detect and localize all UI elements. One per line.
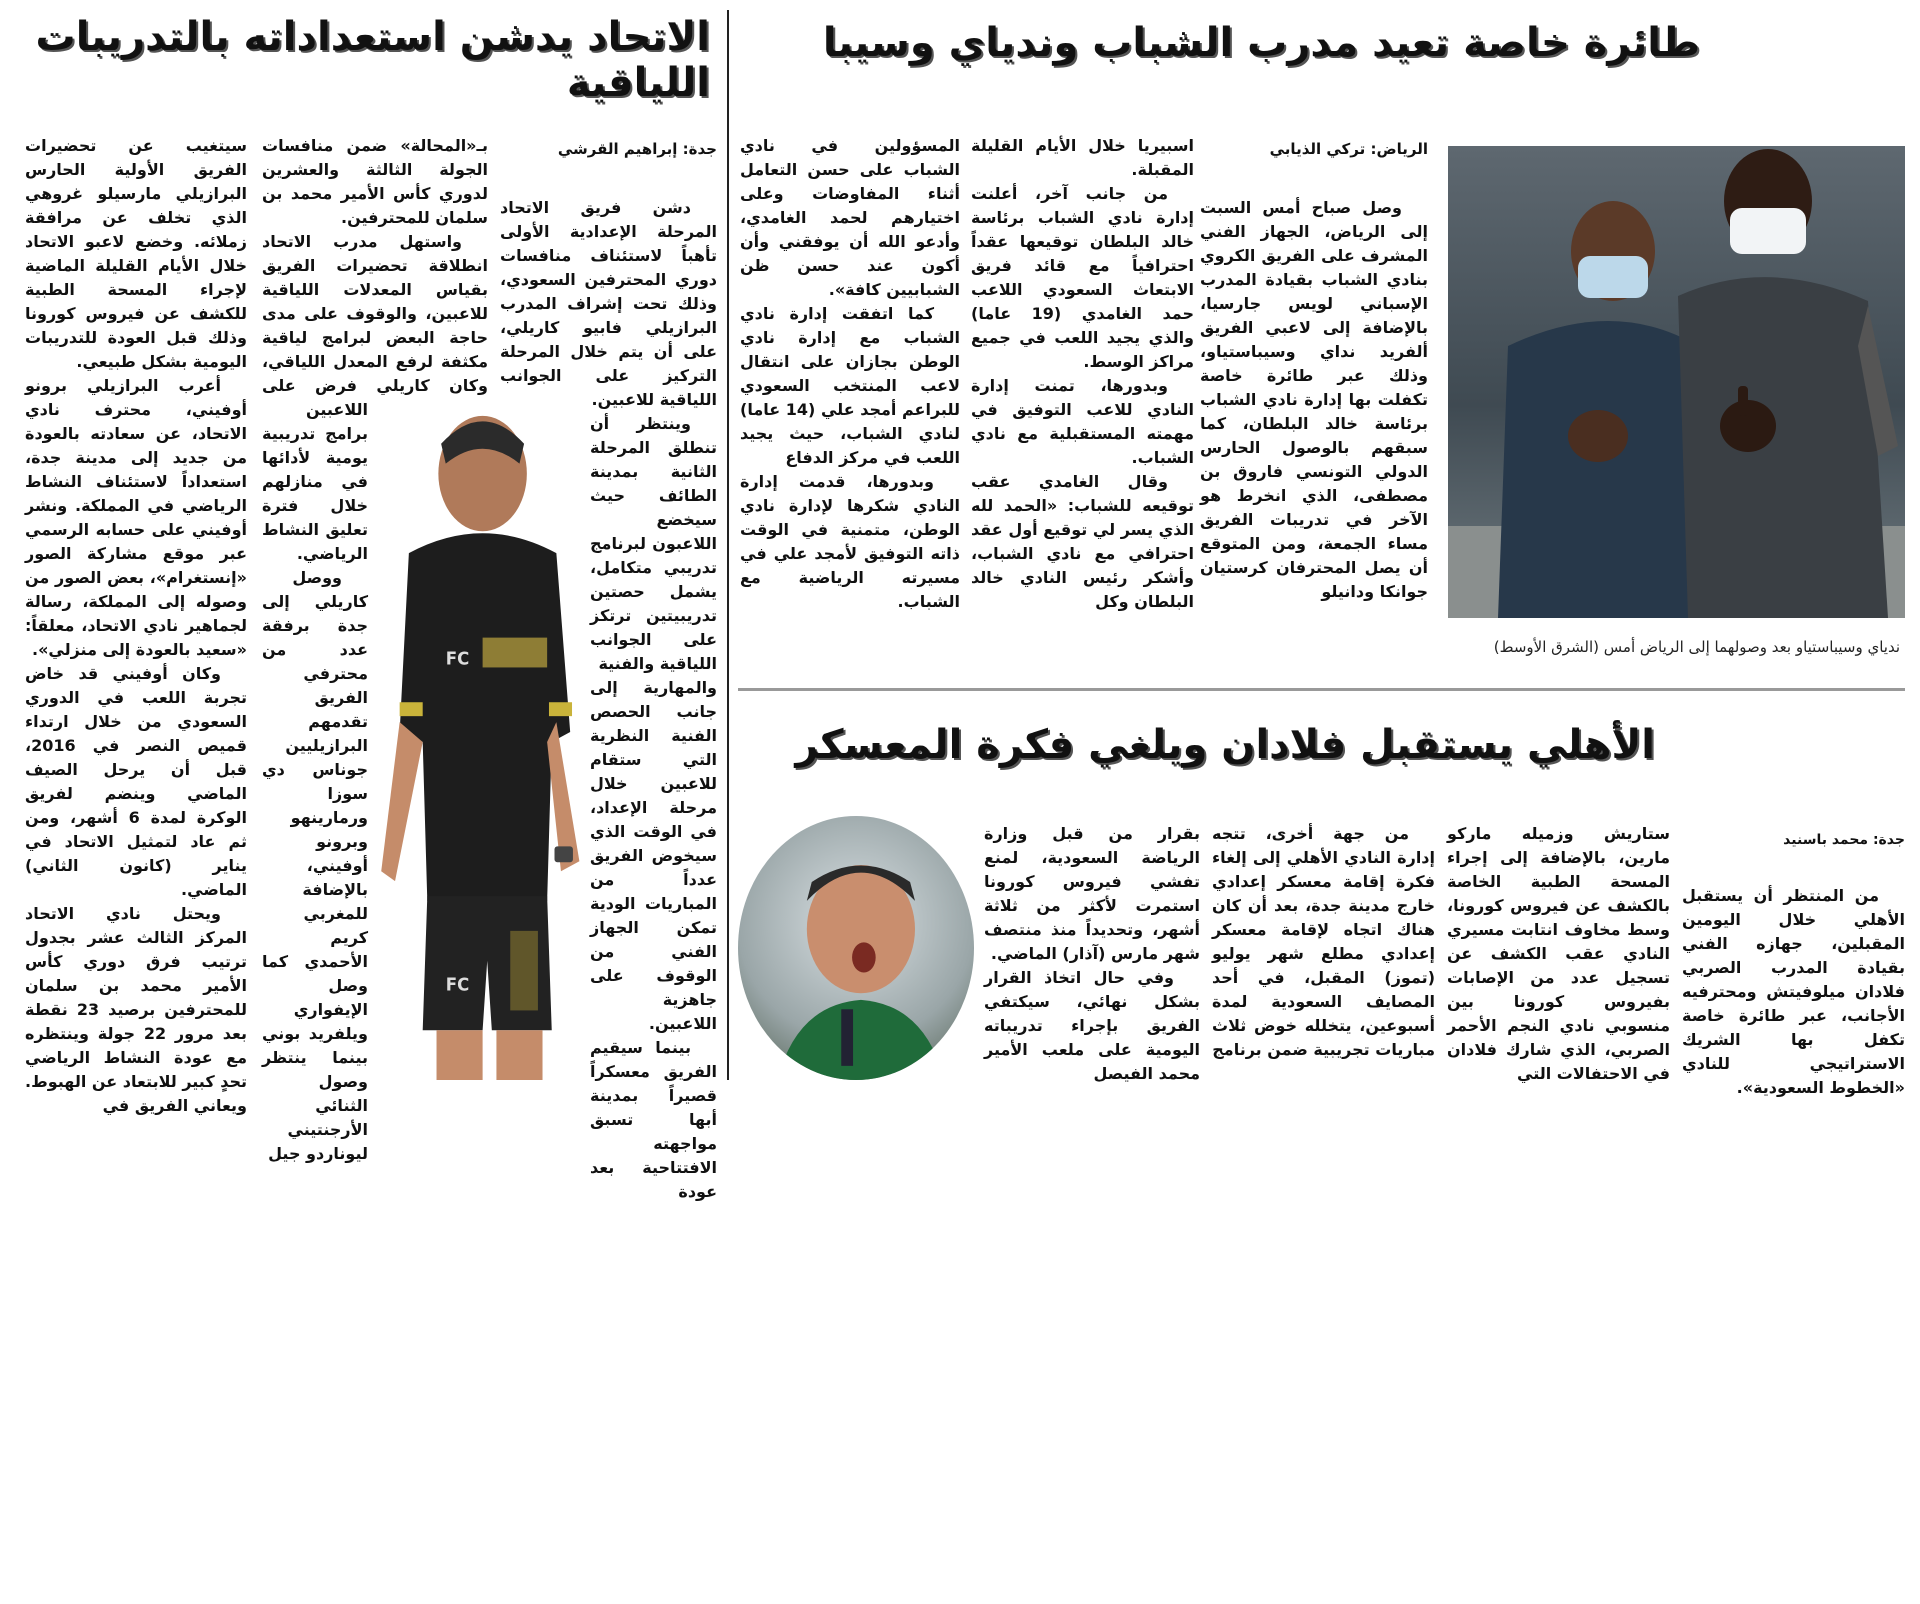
paragraph: بينما سيقيم الفريق معسكراً قصيراً بمدينة أبها تسبق مواجهته الافتتاحية بعد عودة (590, 1038, 717, 1201)
left-article-col2 (262, 134, 488, 1604)
paragraph: أعرب البرازيلي برونو أوفيني، محترف نادي الاتحاد، عن سعادته بالعودة من جديد إلى مدينة جدة، استعداداً لاستئناف النشاط الرياضي في المملكة. ونشر أوفيني على حسابه الرسمي عبر موقع مشاركة الصور «إنستغرام»، بعض الصور من وصوله إلى المملكة، رسالة لجماهير نادي الاتحاد، معلقاً: «سعيد بالعودة إلى منزلي». (25, 376, 247, 659)
paragraph: بـ«المحالة» ضمن منافسات الجولة الثالثة والعشرين لدوري كأس الأمير محمد بن سلمان للمحترفين. (262, 136, 488, 227)
bottom-right-col2 (1447, 822, 1670, 1086)
shorts-initials: FC (445, 974, 470, 996)
top-right-col1 (1200, 196, 1428, 604)
bottom-right-headline: الأهلي يستقبل فلادان ويلغي فكرة المعسكر (795, 722, 1655, 768)
paragraph: من المنتظر أن يستقبل الأهلي خلال اليومين المقبلين، جهازه الفني بقيادة المدرب الصربي فلادان ميلوفيتش ومحترفيه الأجانب، عبر طائرة خاصة تكفل بها الشريك الاستراتيجي للنادي «الخطوط السعودية». (1682, 886, 1905, 1097)
coach-portrait-circle (738, 816, 974, 1080)
section-divider (738, 688, 1905, 691)
paragraph: ستاريش وزميله ماركو مارين، بالإضافة إلى إجراء المسحة الطبية الخاصة بالكشف عن فيروس كورونا، وسط مخاوف انتابت مسيري النادي عقب الكشف عن تسجيل عدد من الإصابات بفيروس كورونا بين منسوبي نادي النجم الأحمر الصربي، الذي شارك فلادان في الاحتفالات التي (1447, 824, 1670, 1083)
top-right-col2 (971, 134, 1194, 614)
paragraph: ووصل كاريلي إلى جدة برفقة عدد من محترفي الفريق تقدمهم البرازيليين جوناس دي سوزا ورمارينهو وبرونو أوفيني، بالإضافة للمغربي كريم الأحمدي كما وصل الإيفواري ويلفريد بوني بينما ينتظر وصول الثنائي الأرجنتيني ليوناردو جيل (262, 568, 368, 1163)
bottom-right-byline: جدة: محمد باسنيد (1783, 832, 1905, 848)
paragraph: سيتغيب عن تحضيرات الفريق الأولية الحارس البرازيلي مارسيلو غروهي الذي تخلف عن مرافقة زملائه. وخضع لاعبو الاتحاد خلال الأيام القليلة الماضية لإجراء المسحة الطبية للكشف عن فيروس كورونا وذلك قبل العودة للتدريبات اليومية بشكل طبيعي. (25, 136, 247, 371)
bottom-right-col3 (1212, 822, 1435, 1062)
paragraph: وكان أوفيني قد خاض تجربة اللعب في الدوري السعودي من خلال ارتداء قميص النصر في 2016، قبل أن يرحل الصيف الماضي وينضم لفريق الوكرة لمدة 6 أشهر، ومن ثم عاد لتمثيل الاتحاد في يناير (كانون الثاني) الماضي. (25, 664, 247, 899)
paragraph: وقال الغامدي عقب توقيعه للشباب: «الحمد لله الذي يسر لي توقيع أول عقد احترافي مع نادي الشباب، وأشكر رئيس النادي خالد البلطان وكل (971, 472, 1194, 611)
paragraph: والمهارية إلى جانب الحصص الفنية النظرية التي ستقام للاعبين خلال مرحلة الإعداد، في الوقت الذي سيخوض الفريق عدداً من المباريات الودية تمكن الجهاز الفني من الوقوف على جاهزية اللاعبين. (590, 678, 717, 1033)
bottom-right-col1 (1682, 884, 1905, 1100)
paragraph: ويحتل نادي الاتحاد المركز الثالث عشر بجدول ترتيب فرق دوري كأس الأمير محمد بن سلمان للمحترفين برصيد 23 نقطة بعد مرور 22 جولة وينتظره مع عودة النشاط الرياضي تحدٍ كبير للابتعاد عن الهبوط. ويعاني الفريق في (25, 904, 247, 1115)
paragraph: وبدورها، تمنت إدارة النادي للاعب التوفيق في مهمته المستقبلية مع نادي الشباب. (971, 376, 1194, 467)
column-divider (727, 10, 729, 1080)
paragraph: وفي حال اتخاذ القرار بشكل نهائي، سيكتفي الفريق بإجراء تدريباته اليومية على ملعب الأمير محمد الفيصل (984, 968, 1200, 1083)
bottom-right-col4 (984, 822, 1200, 1086)
paragraph: من جهة أخرى، تتجه إدارة النادي الأهلي إلى إلغاء فكرة إقامة معسكر إعدادي خارج مدينة جدة، بعد أن كان هناك اتجاه لإقامة معسكر إعدادي مطلع شهر يوليو (تموز) المقبل، في أحد المصايف السعودية لمدة أسبوعين، يتخلله خوض ثلاث مباريات تجريبية ضمن برنامج (1212, 824, 1435, 1059)
paragraph: كما اتفقت إدارة نادي الشباب مع إدارة نادي الوطن بجازان على انتقال لاعب المنتخب السعودي للبراعم أمجد علي (14 عاما) لنادي الشباب، حيث يجيد اللعب في مركز الدفاع (740, 304, 960, 467)
paragraph: بقرار من قبل وزارة الرياضة السعودية، لمنع تفشي فيروس كورونا استمرت لأكثر من ثلاثة أشهر، وتحديداً منذ منتصف شهر مارس (آذار) الماضي. (984, 824, 1200, 963)
shirt-initials: FC (445, 648, 470, 670)
players-photo (1448, 146, 1905, 618)
photo-caption: ندياي وسيباستياو بعد وصولهما إلى الرياض أمس (الشرق الأوسط) (1493, 638, 1900, 656)
paragraph: اسبيريا خلال الأيام القليلة المقبلة. (971, 136, 1194, 179)
top-right-byline: الرياض: تركي الذيابي (1269, 140, 1428, 158)
paragraph: من جانب آخر، أعلنت إدارة نادي الشباب برئاسة خالد البلطان توقيعها عقداً احترافياً مع قائد فريق الابتعاث السعودي اللاعب حمد الغامدي (19 عاما) والذي يجيد اللعب في جميع مراكز الوسط. (971, 184, 1195, 371)
paragraph: وبدورها، قدمت إدارة النادي شكرها لإدارة نادي الوطن، متمنية في الوقت ذاته التوفيق لأمجد علي في مسيرته الرياضية مع الشباب. (740, 472, 960, 611)
paragraph: المسؤولين في نادي الشباب على حسن التعامل أثناء المفاوضات وعلى اختيارهم لحمد الغامدي، وأدعو الله أن يوفقني وأن أكون عند حسن ظن الشبابيين كافة». (740, 136, 960, 299)
paragraph: وينتظر أن تنطلق المرحلة الثانية بمدينة الطائف حيث سيخضع اللاعبون لبرنامج تدريبي متكامل، يشمل حصتين تدريبيتين ترتكز على الجوانب اللياقية والفنية (590, 414, 717, 673)
top-right-headline: طائرة خاصة تعيد مدرب الشباب وندياي وسيبا (822, 20, 1700, 66)
left-article-col1 (500, 196, 717, 1604)
paragraph: واستهل مدرب الاتحاد انطلاقة تحضيرات الفريق بقياس المعدلات اللياقية للاعبين، والوقوف على مدى حاجة البعض لبرامج لياقية مكثفة لرفع المعدل اللياقي، وكان كاريلي فرض على اللاعبين برامج تدريبية يومية لأدائها في منازلهم خلال فترة تعليق النشاط الرياضي. (262, 232, 488, 563)
left-article-headline: الاتحاد يدشن استعداداته بالتدريبات اللياقية (35, 14, 710, 106)
top-right-col3 (740, 134, 960, 614)
left-article-byline: جدة: إبراهيم القرشي (557, 140, 717, 158)
paragraph: دشن فريق الاتحاد المرحلة الإعدادية الأولى تأهباً لاستئناف منافسات دوري المحترفين السعودي، وذلك تحت إشراف المدرب البرازيلي فابيو كاريلي، على أن يتم خلال المرحلة التركيز على الجوانب اللياقية للاعبين. (500, 198, 717, 409)
left-article-col3 (25, 134, 247, 1118)
paragraph: وصل صباح أمس السبت إلى الرياض، الجهاز الفني المشرف على الفريق الكروي بنادي الشباب بقيادة المدرب الإسباني لويس جارسيا، بالإضافة إلى لاعبي الفريق ألفريد نداي وسيباستياو، وذلك عبر طائرة خاصة تكفلت بها إدارة نادي الشباب برئاسة خالد البلطان، كما سبقهم بالوصول الحارس الدولي التونسي فاروق بن مصطفى، الذي انخرط هو الآخر في تدريبات الفريق مساء الجمعة، ومن المتوقع أن يصل المحترفان كرستيان جوانكا ودانيلو (1200, 198, 1428, 601)
